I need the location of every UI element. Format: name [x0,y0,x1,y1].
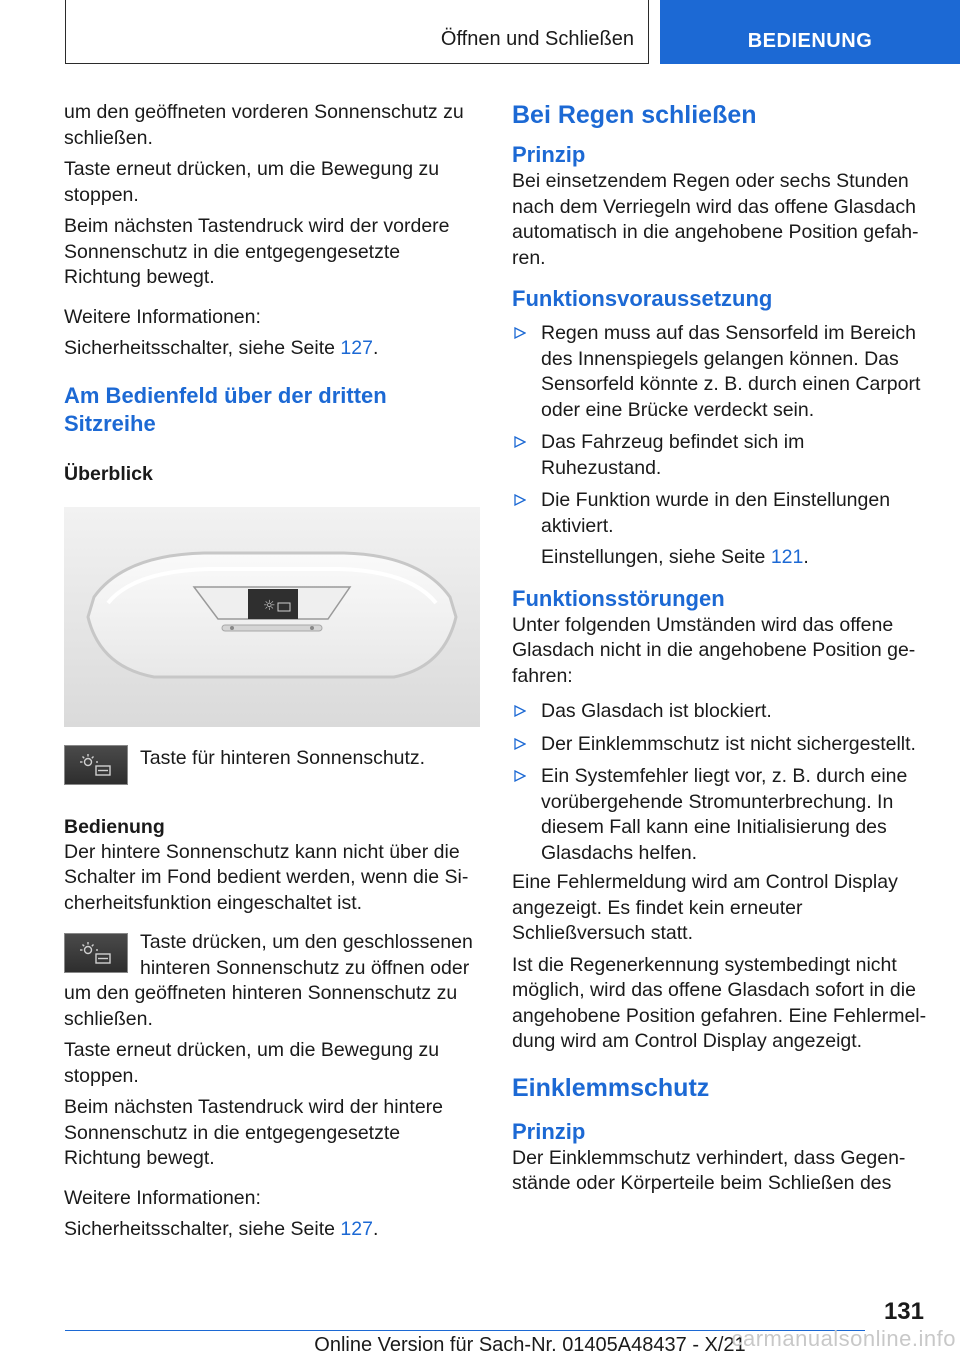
triangle-bullet-icon [514,770,526,782]
triangle-bullet-icon [514,705,526,717]
list-item [512,430,930,481]
list-item-text: Das Glasdach ist blockiert. [541,700,772,722]
list-item-text: Regen muss auf das Sensorfeld im Bereich des Innenspiegels gelangen können. Das Sensorfeld könnte z. B. durch einen Carport oder eine Brücke verdeckt sein. [541,322,921,421]
period: . [803,546,809,568]
cross-reference [512,545,930,571]
left-column [64,100,480,1243]
triangle-bullet-icon [514,738,526,750]
list-item-text: Ein Systemfehler liegt vor, z. B. durch eine vorübergehende Stromunterbrechung. In diesem Fall kann eine Initialisierung des Glasdachs helfen. [541,765,908,864]
control-panel-photo [64,507,480,727]
page-number: 131 [883,1298,924,1325]
more-info-label: Weitere Informationen: [64,305,261,328]
list-item-text: Die Funktion wurde in den Einstellungen aktiviert. [541,489,891,537]
triangle-bullet-icon [514,494,526,506]
header-chapter-box[interactable] [660,0,960,64]
cross-reference-text: Sicherheitsschalter, siehe Seite [64,337,341,359]
subsection-heading: Prinzip [512,1118,586,1144]
paragraph: Ist die Regenerkennung systembedingt nicht möglich, wird das offene Glasdach sofort in die angehobene Position gefahren. Eine Fehlermeldung wird am Control Display angezeigt. [512,953,927,1052]
paragraph: Beim nächsten Tastendruck wird der vordere Sonnenschutz in die entgegengesetzte Richtung bewegt. [64,215,450,288]
subsection-heading: Funktionsvoraussetzung [512,286,773,311]
section-heading: Einklemmschutz [512,1073,710,1102]
list-item [512,764,930,866]
period: . [372,1218,379,1240]
section-heading: Bei Regen schließen [512,101,757,129]
header-section-box [65,0,649,64]
cross-reference [64,336,480,362]
chapter-title: BEDIENUNG [747,30,873,52]
paragraph: Der hintere Sonnenschutz kann nicht über die Schalter im Fond bedient werden, wenn die Sicherheitsfunktion eingeschaltet ist. [64,840,469,914]
list-item [512,732,930,758]
paragraph: Unter folgenden Umständen wird das offene Glasdach nicht in die angehobene Position gefahren: [512,613,916,687]
svg-text:☼: ☼ [263,597,276,614]
paragraph: Taste drücken, um den geschlossenen hinteren Sonnenschutz zu öffnen oder um den geöffneten hinteren Sonnenschutz zu schließen. [64,931,473,1030]
list-item-text: Der Einklemmschutz ist nicht sichergestellt. [541,732,916,755]
malfunctions-list [512,699,930,866]
rear-sunshade-button-icon [64,933,128,973]
page-link[interactable]: 127 [340,337,373,359]
paragraph: Beim nächsten Tastendruck wird der hintere Sonnenschutz in die entgegengesetzte Richtung bewegt. [64,1096,444,1169]
paragraph: Bei einsetzendem Regen oder sechs Stunden nach dem Verriegeln wird das offene Glasdach automatisch in die angehobene Position gefahren. [512,170,919,269]
paragraph: Taste erneut drücken, um die Bewegung zu stoppen. [64,1039,440,1087]
page-link[interactable]: 127 [340,1218,373,1240]
period: . [372,337,379,359]
icon-paragraph [64,930,480,1032]
paragraph: um den geöffneten vorderen Sonnenschutz zu schließen. [64,101,464,149]
section-title: Öffnen und Schließen [440,28,634,50]
right-column [512,100,930,1197]
more-info-label: Weitere Informationen: [64,1186,261,1209]
icon-caption-row [64,745,480,785]
rear-sunshade-button-icon [64,745,128,785]
overhead-panel-illustration [64,507,480,727]
cross-reference-text: Sicherheitsschalter, siehe Seite [64,1218,341,1240]
watermark: carmanualsonline.info [731,1326,956,1351]
list-item [512,321,930,423]
subsection-heading: Prinzip [512,142,586,167]
section-heading: Am Bedienfeld über der dritten Sitzreihe [64,382,387,436]
list-item [512,699,930,725]
list-item-text: Das Fahrzeug befindet sich im Ruhezustand. [541,431,805,479]
triangle-bullet-icon [514,327,526,339]
paragraph: Der Einklemmschutz verhindert, dass Gegenstände oder Körperteile beim Schließen des [512,1146,906,1194]
triangle-bullet-icon [514,436,526,448]
subsection-heading: Funktionsstörungen [512,585,725,611]
paragraph: Eine Fehlermeldung wird am Control Display angezeigt. Es findet kein erneuter Schließversuch statt. [512,871,898,944]
subsection-heading: Bedienung [64,815,165,838]
cross-reference [64,1217,480,1243]
paragraph: Taste erneut drücken, um die Bewegung zu stoppen. [64,158,440,206]
requirements-list [512,321,930,539]
icon-caption: Taste für hinteren Sonnenschutz. [140,746,426,769]
subsection-heading: Überblick [64,462,153,485]
online-version-note: Online Version für Sach-Nr. 01405A48437 - X/21 [314,1334,746,1356]
cross-reference-text: Einstellungen, siehe Seite [541,546,771,568]
page-link[interactable]: 121 [770,546,804,568]
list-item [512,488,930,539]
